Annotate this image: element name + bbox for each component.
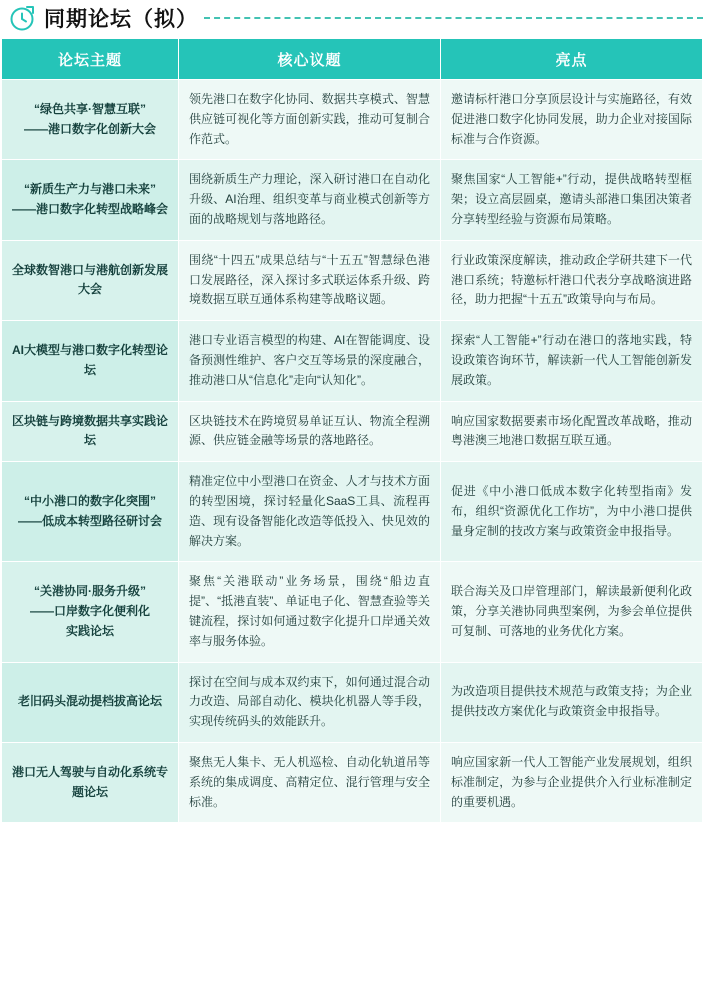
- cell-forum-topic: [2, 80, 179, 160]
- forum-topic-lines: [12, 582, 168, 641]
- table-row: [2, 462, 703, 562]
- forum-topic-line: 区块链与跨境数据共享实践论坛: [12, 413, 169, 448]
- forum-topic-line: 港口无人驾驶与自动化系统专题论坛: [12, 764, 169, 799]
- table-row: [2, 160, 703, 240]
- page-title: 同期论坛（拟）: [44, 8, 198, 31]
- forum-topic-line: 老旧码头混动提档拔高论坛: [17, 694, 162, 709]
- cell-core-issue: 围绕“十四五”成果总结与“十五五”智慧绿色港口发展路径，深入探讨多式联运体系升级、跨境数据互联互通体系构建等战略议题。: [179, 240, 441, 320]
- header-divider: [204, 17, 703, 19]
- table-row: [2, 240, 703, 320]
- forum-topic-lines: [12, 100, 168, 140]
- table-header-row: [2, 39, 703, 80]
- cell-core-issue: 领先港口在数字化协同、数据共享模式、智慧供应链可视化等方面创新实践，推动可复制合作范式。: [179, 80, 441, 160]
- column-header-issue: 核心议题: [179, 39, 441, 80]
- cell-highlight: 聚焦国家“人工智能+”行动，提供战略转型框架；设立高层圆桌，邀请头部港口集团决策者分享转型经验与资源布局策略。: [441, 160, 703, 240]
- forum-topic-lines: [12, 763, 168, 803]
- cell-forum-topic: [2, 160, 179, 240]
- cell-core-issue: 港口专业语言模型的构建、AI在智能调度、设备预测性维护、客户交互等场景的深度融合，推动港口从“信息化”走向“认知化”。: [179, 321, 441, 401]
- forum-table: [1, 38, 703, 823]
- cell-forum-topic: [2, 742, 179, 822]
- forum-topic-line: “关港协同·服务升级”: [34, 584, 146, 599]
- forum-topic-line: “绿色共享·智慧互联”: [34, 101, 146, 116]
- clock-icon: [8, 4, 36, 32]
- table-row: [2, 742, 703, 822]
- table-row: [2, 562, 703, 662]
- cell-core-issue: 探讨在空间与成本双约束下，如何通过混合动力改造、局部自动化、模块化机器人等手段，实现传统码头的效能跃升。: [179, 662, 441, 742]
- forum-topic-line: ——低成本转型路径研讨会: [17, 513, 162, 528]
- forum-topic-lines: [12, 412, 168, 452]
- forum-topic-lines: [12, 180, 168, 220]
- forum-topic-lines: [12, 261, 168, 301]
- forum-topic-lines: [12, 692, 168, 712]
- cell-forum-topic: [2, 462, 179, 562]
- column-header-topic: 论坛主题: [2, 39, 179, 80]
- cell-forum-topic: [2, 321, 179, 401]
- cell-highlight: 联合海关及口岸管理部门，解读最新便利化政策，分享关港协同典型案例，为参会单位提供可复制、可落地的业务优化方案。: [441, 562, 703, 662]
- cell-highlight: 邀请标杆港口分享顶层设计与实施路径，有效促进港口数字化协同发展，助力企业对接国际标准与合作资源。: [441, 80, 703, 160]
- table-row: [2, 662, 703, 742]
- cell-forum-topic: [2, 662, 179, 742]
- forum-table-wrap: [0, 38, 703, 823]
- cell-highlight: 促进《中小港口低成本数字化转型指南》发布，组织“资源优化工作坊”，为中小港口提供量身定制的技改方案与政策资金申报指导。: [441, 462, 703, 562]
- forum-topic-line: ——港口数字化创新大会: [23, 121, 156, 136]
- cell-highlight: 响应国家新一代人工智能产业发展规划，组织标准制定，为参与企业提供介入行业标准制定的重要机遇。: [441, 742, 703, 822]
- cell-core-issue: 精准定位中小型港口在资金、人才与技术方面的转型困境，探讨轻量化SaaS工具、流程再造、现有设备智能化改造等低投入、快见效的解决方案。: [179, 462, 441, 562]
- column-header-highlight: 亮点: [441, 39, 703, 80]
- cell-highlight: 响应国家数据要素市场化配置改革战略，推动粤港澳三地港口数据互联互通。: [441, 401, 703, 462]
- forum-topic-lines: [12, 341, 168, 381]
- cell-highlight: 行业政策深度解读，推动政企学研共建下一代港口系统；特邀标杆港口代表分享战略演进路径，助力把握“十五五”政策导向与布局。: [441, 240, 703, 320]
- table-row: [2, 401, 703, 462]
- cell-highlight: 探索“人工智能+”行动在港口的落地实践，特设政策咨询环节，解读新一代人工智能创新发展政策。: [441, 321, 703, 401]
- cell-core-issue: 聚焦无人集卡、无人机巡检、自动化轨道吊等系统的集成调度、高精定位、混行管理与安全标准。: [179, 742, 441, 822]
- forum-topic-line: “新质生产力与港口未来”: [23, 182, 156, 197]
- cell-forum-topic: [2, 562, 179, 662]
- cell-core-issue: 围绕新质生产力理论，深入研讨港口在自动化升级、AI治理、组织变革与商业模式创新等方面的战略规划与落地路径。: [179, 160, 441, 240]
- table-row: [2, 321, 703, 401]
- forum-topic-line: 全球数智港口与港航创新发展大会: [12, 262, 169, 297]
- cell-highlight: 为改造项目提供技术规范与政策支持；为企业提供技改方案优化与政策资金申报指导。: [441, 662, 703, 742]
- cell-forum-topic: [2, 240, 179, 320]
- forum-topic-line: AI大模型与港口数字化转型论坛: [12, 343, 169, 377]
- table-body: [2, 80, 703, 823]
- page-header: [0, 0, 703, 38]
- forum-topic-line: ——口岸数字化便利化: [29, 604, 150, 619]
- cell-forum-topic: [2, 401, 179, 462]
- forum-topic-lines: [12, 492, 168, 532]
- forum-topic-line: 实践论坛: [65, 623, 114, 638]
- cell-core-issue: 区块链技术在跨境贸易单证互认、物流全程溯源、供应链金融等场景的落地路径。: [179, 401, 441, 462]
- forum-topic-line: ——港口数字化转型战略峰会: [12, 202, 169, 217]
- forum-topic-line: “中小港口的数字化突围”: [23, 493, 156, 508]
- table-row: [2, 80, 703, 160]
- cell-core-issue: 聚焦“关港联动”业务场景，围绕“船边直提”、“抵港直装”、单证电子化、智慧查验等关键流程，探讨如何通过数字化提升口岸通关效率与服务体验。: [179, 562, 441, 662]
